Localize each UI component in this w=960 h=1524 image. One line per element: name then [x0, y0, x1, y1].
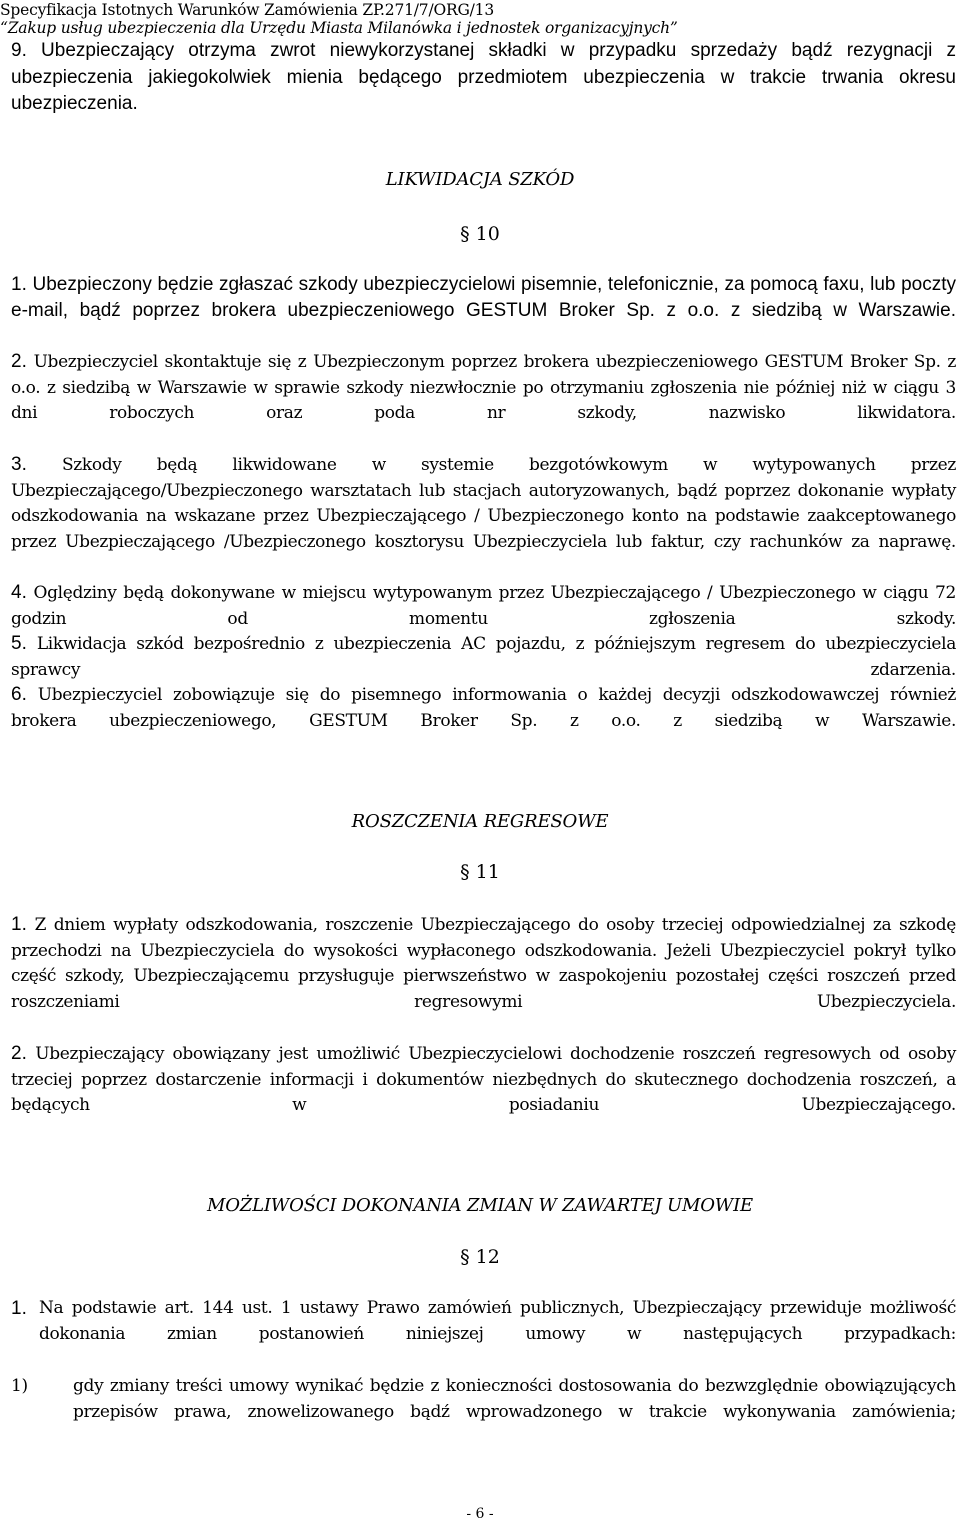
s10-item-5: [11, 631, 956, 683]
s12-item-1-text: Na podstawie art. 144 ust. 1 ustawy Prawo zamówień publicznych, Ubezpieczający przewiduje możliwość dokonania zmian postanowień niniejszej umowy w następujących przypadkach:: [39, 1298, 956, 1344]
s11-item-1-text: Z dniem wypłaty odszkodowania, roszczenie Ubezpieczającego do osoby trzeciej odpowiedzialnej za szkodę przechodzi na Ubezpieczyciela do wysokości wypłaconego odszkodowania. Jeżeli Ubezpieczyciel pokrył tylko część szkody, Ubezpieczającemu przysługuje pierwszeństwo w zaspokojeniu pozostałej części roszczeń przed roszczeniami regresowymi Ubezpieczyciela.: [11, 915, 957, 1012]
s11-item-2: [11, 1041, 956, 1119]
s12-item-1-num: 1.: [11, 1298, 27, 1319]
s10-item-4-text: Oględziny będą dokonywane w miejscu wytypowanym przez Ubezpieczającego / Ubezpieczonego w ciągu 72 godzin od momentu zgłoszenia szkody.: [11, 583, 956, 629]
s10-item-2-num: 2.: [11, 351, 27, 372]
s12-subitem-1-num: 1): [11, 1376, 28, 1396]
s10-item-3: [11, 452, 956, 555]
s11-item-2-text: Ubezpieczający obowiązany jest umożliwić Ubezpieczycielowi dochodzenie roszczeń regresowych od osoby trzeciej poprzez dostarczenie informacji i dokumentów niezbędnych do skutecznego dochodzenia roszczeń, a będących w posiadaniu Ubezpieczającego.: [11, 1044, 956, 1116]
s10-item-2-text: Ubezpieczyciel skontaktuje się z Ubezpieczonym poprzez brokera ubezpieczeniowego GESTUM Broker Sp. z o.o. z siedzibą w Warszawie w sprawie szkody niezwłocznie po otrzymaniu zgłoszenia nie później niż w ciągu 3 dni roboczych oraz poda nr szkody, nazwisko likwidatora.: [11, 352, 956, 424]
s10-item-6-text: Ubezpieczyciel zobowiązuje się do pisemnego informowania o każdej decyzji odszkodowawczej również brokera ubezpieczeniowego, GESTUM Broker Sp. z o.o. z siedzibą w Warszawie.: [11, 685, 956, 731]
s10-item-6-num: 6.: [11, 684, 27, 705]
section-title-mozliwosci: MOŻLIWOŚCI DOKONANIA ZMIAN W ZAWARTEJ UMOWIE: [207, 1195, 753, 1216]
paragraph-mark-10: § 10: [460, 223, 500, 245]
s11-item-2-num: 2.: [11, 1043, 27, 1064]
s10-item-1-text: Ubezpieczony będzie zgłaszać szkody ubezpieczycielowi pisemnie, telefonicznie, za pomocą faxu, lub poczty e-mail, bądź poprzez brokera ubezpieczeniowego GESTUM Broker Sp. z o.o. z siedzibą w Warszawie.: [11, 274, 957, 321]
s10-item-4: [11, 580, 956, 632]
s10-item-4-num: 4.: [11, 582, 27, 603]
paragraph-mark-12: § 12: [460, 1246, 500, 1268]
header-line-2: “Zakup usług ubezpieczenia dla Urzędu Miasta Milanówka i jednostek organizacyjnych”: [0, 19, 678, 37]
s10-item-3-num: 3.: [11, 454, 27, 475]
page-number: - 6 -: [466, 1506, 494, 1522]
section-title-roszczenia: ROSZCZENIA REGRESOWE: [351, 811, 609, 832]
s10-item-5-num: 5.: [11, 633, 27, 654]
s10-item-1-num: 1.: [11, 274, 27, 295]
s10-item-1: [11, 272, 956, 323]
s11-item-1-num: 1.: [11, 914, 27, 935]
s12-subitem-1-text: gdy zmiany treści umowy wynikać będzie z konieczności dostosowania do bezwzględnie obowiązujących przepisów prawa, znowelizowanego bądź wprowadzonego w trakcie wykonywania zamówienia;: [73, 1376, 956, 1422]
paragraph-9-text: 9. Ubezpieczający otrzyma zwrot niewykorzystanej składki w przypadku sprzedaży bądź rezygnacji z ubezpieczenia jakiegokolwiek mienia będącego przedmiotem ubezpieczenia w trakcie trwania okresu ubezpieczenia.: [11, 40, 956, 115]
paragraph-9: [11, 38, 956, 118]
s10-item-2: [11, 349, 956, 427]
s10-item-6: [11, 682, 956, 734]
section-title-likwidacja: LIKWIDACJA SZKÓD: [385, 169, 575, 190]
s10-item-5-text: Likwidacja szkód bezpośrednio z ubezpieczenia AC pojazdu, z późniejszym regresem do ubezpieczyciela sprawcy zdarzenia.: [11, 634, 956, 680]
s10-item-3-text: Szkody będą likwidowane w systemie bezgotówkowym w wytypowanych przez Ubezpieczającego/Ubezpieczonego warsztatach lub stacjach autoryzowanych, bądź poprzez dokonanie wypłaty odszkodowania na wskazane przez Ubezpieczającego / Ubezpieczonego konto na podstawie zaakceptowanego przez Ubezpieczającego /Ubezpieczonego kosztorysu Ubezpieczyciela lub faktur, czy rachunków za naprawę.: [11, 455, 956, 552]
paragraph-mark-11: § 11: [460, 861, 500, 883]
header-line-1: Specyfikacja Istotnych Warunków Zamówienia ZP.271/7/ORG/13: [0, 1, 494, 19]
s11-item-1: [11, 912, 956, 1015]
